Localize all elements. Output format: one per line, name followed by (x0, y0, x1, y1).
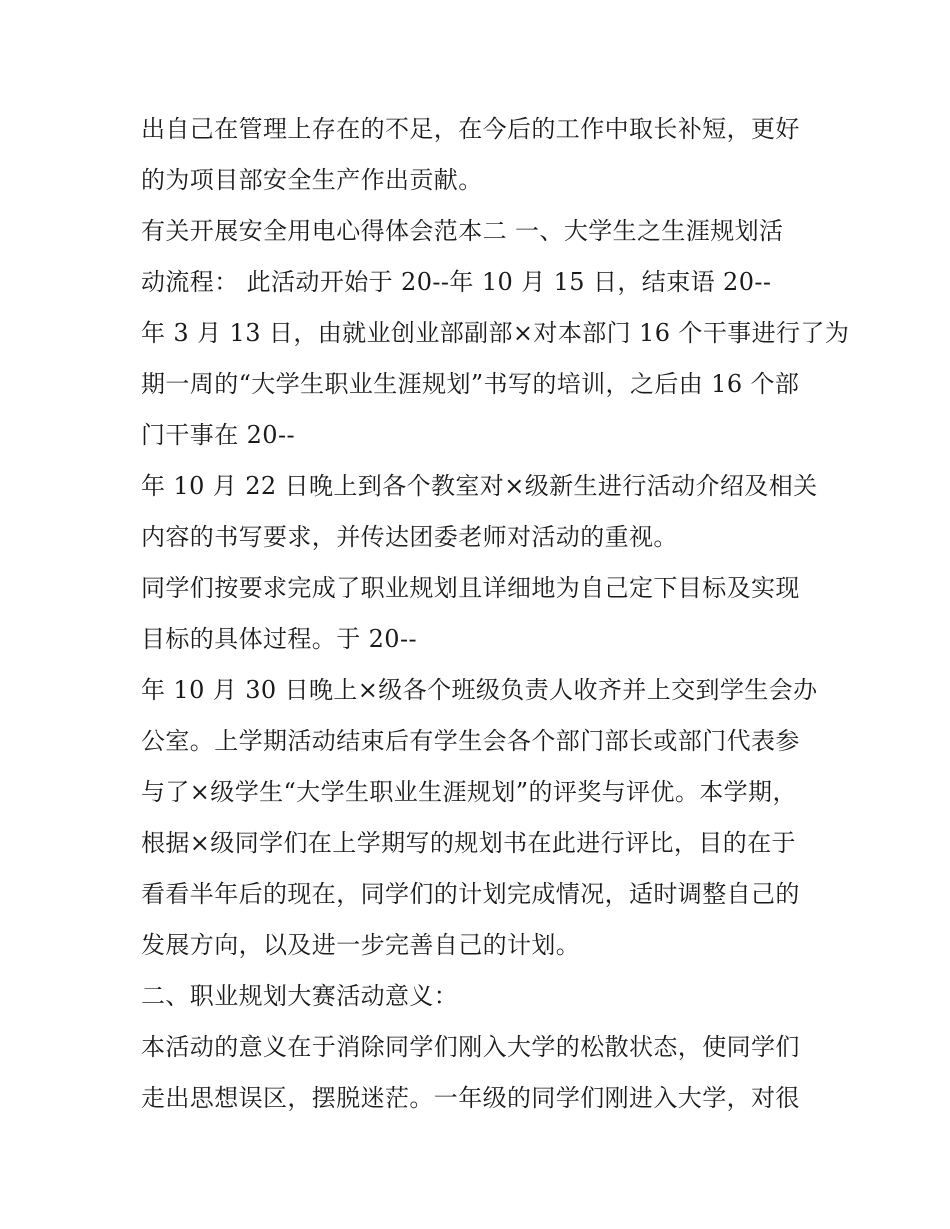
text-line: 的为项目部安全生产作出贡献。 (141, 166, 483, 194)
text-line: 发展方向，以及进一步完善自己的计划。 (141, 931, 581, 959)
text-line: 动流程： 此活动开始于 20--年 10 月 15 日，结束语 20-- (141, 268, 772, 296)
text-line: 目标的具体过程。于 20-- (141, 625, 417, 653)
text-line: 期一周的“大学生职业生涯规划”书写的培训，之后由 16 个部 (141, 370, 800, 398)
text-line: 出自己在管理上存在的不足，在今后的工作中取长补短，更好 (141, 115, 800, 143)
text-line: 同学们按要求完成了职业规划且详细地为自己定下目标及实现 (141, 574, 800, 602)
body-text (141, 104, 850, 1124)
text-line: 走出思想误区，摆脱迷茫。一年级的同学们刚进入大学，对很 (141, 1084, 800, 1112)
text-line: 公室。上学期活动结束后有学生会各个部门部长或部门代表参 (141, 727, 800, 755)
text-line: 与了×级学生“大学生职业生涯规划”的评奖与评优。本学期， (141, 778, 797, 806)
text-line: 本活动的意义在于消除同学们刚入大学的松散状态，使同学们 (141, 1033, 800, 1061)
text-line: 看看半年后的现在，同学们的计划完成情况，适时调整自己的 (141, 880, 800, 908)
section-heading: 二、职业规划大赛活动意义： (141, 982, 459, 1010)
text-line: 年 3 月 13 日，由就业创业部副部×对本部门 16 个干事进行了为 (141, 319, 850, 347)
text-line: 年 10 月 30 日晚上×级各个班级负责人收齐并上交到学生会办 (141, 676, 818, 704)
text-line: 有关开展安全用电心得体会范本二 一、大学生之生涯规划活 (141, 217, 784, 245)
text-line: 内容的书写要求，并传达团委老师对活动的重视。 (141, 523, 678, 551)
text-line: 根据×级同学们在上学期写的规划书在此进行评比，目的在于 (141, 829, 796, 857)
text-line: 年 10 月 22 日晚上到各个教室对×级新生进行活动介绍及相关 (141, 472, 818, 500)
text-line: 门干事在 20-- (141, 421, 295, 449)
